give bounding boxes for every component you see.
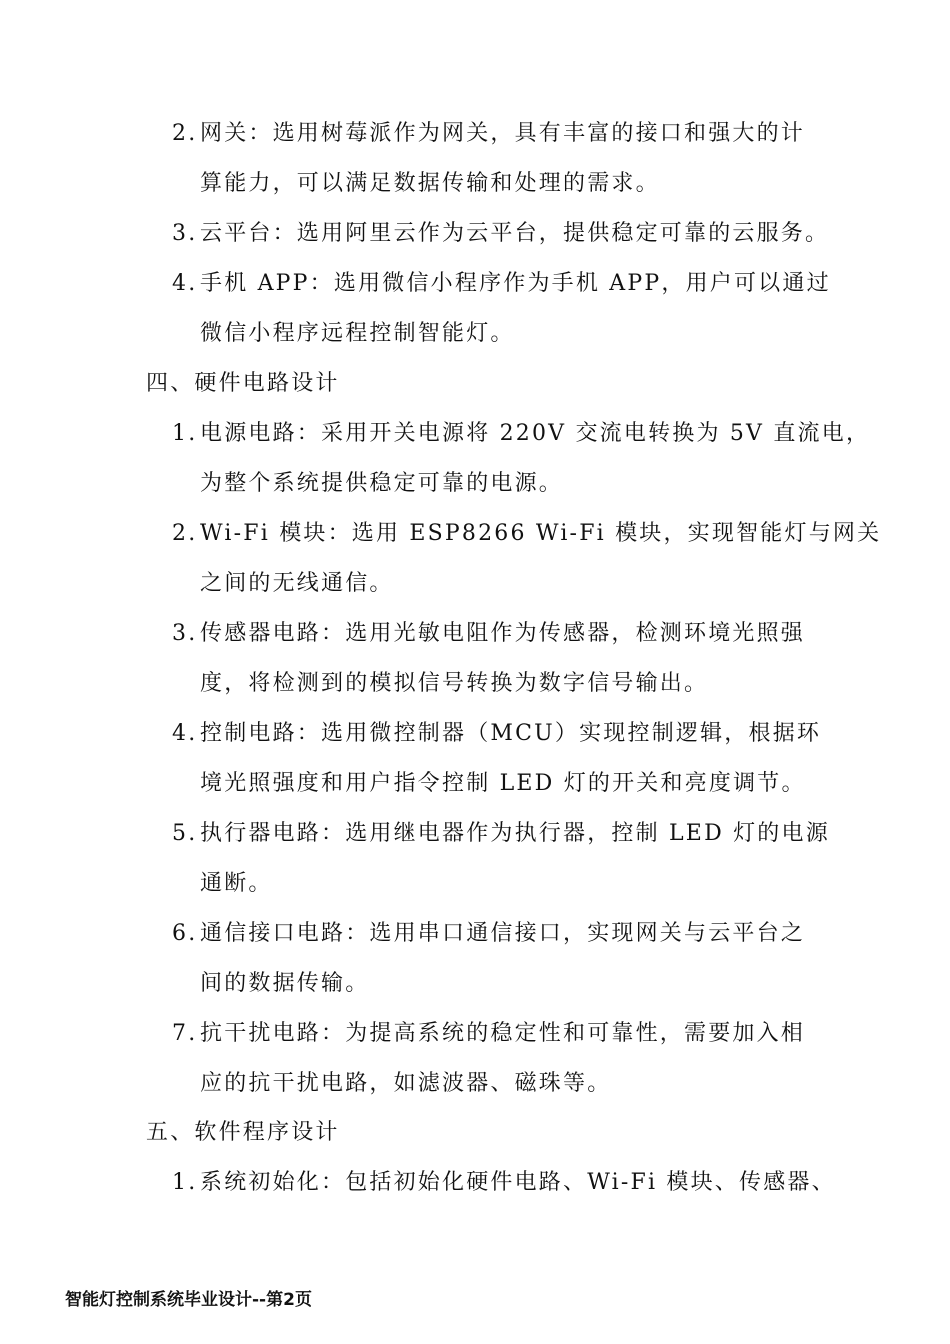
item-continuation: 境光照强度和用户指令控制 LED 灯的开关和亮度调节。 xyxy=(200,771,806,796)
item-number: 5. xyxy=(172,821,198,846)
item-text: 网关：选用树莓派作为网关，具有丰富的接口和强大的计 xyxy=(200,121,806,146)
item-number: 1. xyxy=(172,1170,198,1195)
list-item xyxy=(172,619,805,649)
item-text: 传感器电路：选用光敏电阻作为传感器，检测环境光照强 xyxy=(200,621,806,646)
list-item xyxy=(172,1019,805,1049)
item-text: 云平台：选用阿里云作为云平台，提供稳定可靠的云服务。 xyxy=(200,221,830,246)
item-text: 通信接口电路：选用串口通信接口，实现网关与云平台之 xyxy=(200,921,806,946)
item-number: 7. xyxy=(172,1021,198,1046)
item-continuation: 间的数据传输。 xyxy=(200,971,370,996)
list-item xyxy=(172,219,829,249)
item-text: 手机 APP：选用微信小程序作为手机 APP，用户可以通过 xyxy=(200,271,831,296)
item-continuation: 为整个系统提供稳定可靠的电源。 xyxy=(200,471,564,496)
item-text: 执行器电路：选用继电器作为执行器，控制 LED 灯的电源 xyxy=(200,821,830,846)
section-heading: 五、软件程序设计 xyxy=(146,1120,340,1145)
item-text: 电源电路：采用开关电源将 220V 交流电转换为 5V 直流电， xyxy=(200,421,871,446)
list-item xyxy=(172,719,821,749)
item-number: 2. xyxy=(172,521,198,546)
page-footer: 智能灯控制系统毕业设计--第2页 xyxy=(65,1290,312,1310)
item-continuation: 算能力，可以满足数据传输和处理的需求。 xyxy=(200,171,660,196)
list-item xyxy=(172,919,805,949)
item-continuation: 之间的无线通信。 xyxy=(200,571,394,596)
section-heading: 四、硬件电路设计 xyxy=(146,371,340,396)
item-continuation: 应的抗干扰电路，如滤波器、磁珠等。 xyxy=(200,1071,612,1096)
list-item xyxy=(172,819,830,849)
item-continuation: 度，将检测到的模拟信号转换为数字信号输出。 xyxy=(200,671,709,696)
item-number: 1. xyxy=(172,421,198,446)
list-item xyxy=(172,1168,836,1198)
list-item xyxy=(172,119,805,149)
list-item xyxy=(172,419,870,449)
item-number: 4. xyxy=(172,271,198,296)
item-continuation: 通断。 xyxy=(200,871,273,896)
item-number: 3. xyxy=(172,621,198,646)
item-text: Wi-Fi 模块：选用 ESP8266 Wi-Fi 模块，实现智能灯与网关 xyxy=(200,521,882,546)
item-text: 控制电路：选用微控制器（MCU）实现控制逻辑，根据环 xyxy=(200,721,822,746)
item-number: 3. xyxy=(172,221,198,246)
item-number: 4. xyxy=(172,721,198,746)
list-item xyxy=(172,519,881,549)
item-number: 6. xyxy=(172,921,198,946)
item-text: 系统初始化：包括初始化硬件电路、Wi-Fi 模块、传感器、 xyxy=(200,1170,836,1195)
item-number: 2. xyxy=(172,121,198,146)
list-item xyxy=(172,269,831,299)
item-continuation: 微信小程序远程控制智能灯。 xyxy=(200,321,515,346)
item-text: 抗干扰电路：为提高系统的稳定性和可靠性，需要加入相 xyxy=(200,1021,806,1046)
